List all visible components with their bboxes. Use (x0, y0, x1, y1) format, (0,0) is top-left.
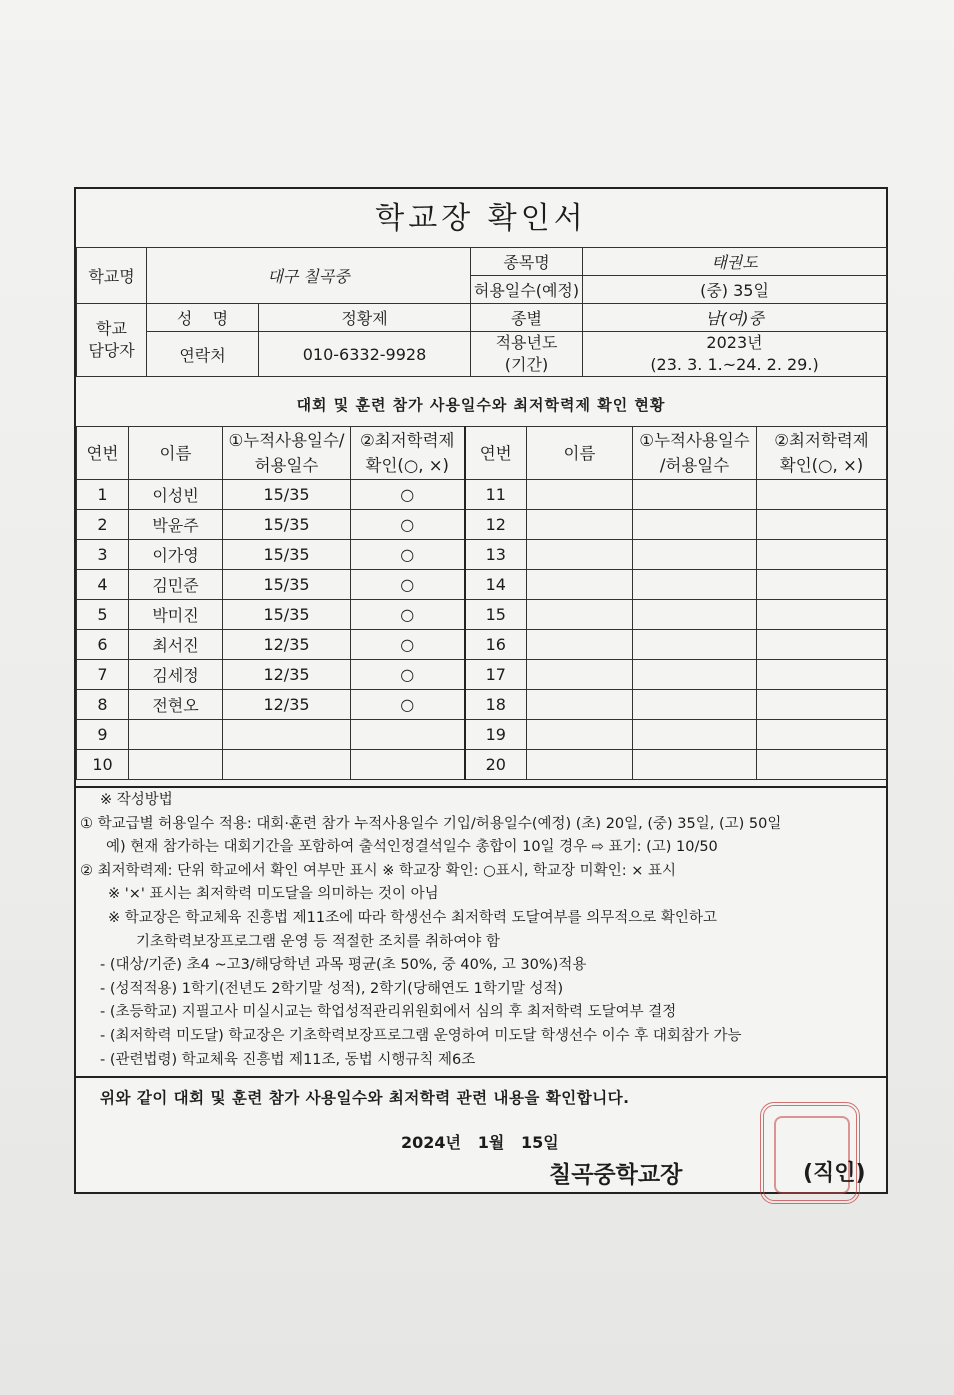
year-value-line2: (23. 3. 1.~24. 2. 29.) (650, 355, 819, 374)
col-check-right (757, 427, 887, 480)
cell-left-days (223, 750, 351, 780)
note-1: ※ '×' 표시는 최저학력 미도달을 의미하는 것이 아님 (108, 886, 439, 903)
cell-right-check (757, 660, 887, 690)
cell-left-days: 15/35 (223, 510, 351, 540)
cell-right-days (633, 510, 757, 540)
col-check-left (351, 427, 465, 480)
cell-left-check: ○ (351, 630, 465, 660)
cell-left-days: 12/35 (223, 690, 351, 720)
cell-left-check: ○ (351, 600, 465, 630)
cell-right-name (527, 750, 633, 780)
cell-left-check: ○ (351, 660, 465, 690)
cell-left-no: 2 (77, 510, 129, 540)
header-table (76, 247, 887, 377)
note-2-line2: 기초학력보장프로그램 운영 등 적절한 조치를 취하여야 함 (136, 933, 500, 950)
section-subtitle: 대회 및 훈련 참가 사용일수와 최저학력제 확인 현황 (76, 384, 886, 427)
confirmation-footer (76, 1076, 886, 1192)
issue-date: 2024년 1월 15일 (401, 1133, 559, 1152)
cell-left-no: 6 (77, 630, 129, 660)
cell-right-no: 12 (465, 510, 527, 540)
col-days-right-line2: /허용일수 (659, 456, 730, 475)
cell-right-no: 14 (465, 570, 527, 600)
school-value: 대구 칠곡중 (147, 248, 471, 304)
criteria-3: - (초등학교) 지필고사 미실시교는 학업성적관리위원회에서 심의 후 최저학력 도달여부 결정 (100, 1004, 677, 1021)
cell-right-name (527, 720, 633, 750)
criteria-1: - (대상/기준) 초4 ~고3/해당학년 과목 평균(초 50%, 중 40%, 고 30%)적용 (100, 957, 587, 974)
cell-right-name (527, 570, 633, 600)
year-label-line1: 적용년도 (495, 333, 558, 352)
table-row (77, 720, 887, 750)
instructions-heading: ※ 작성방법 (100, 792, 173, 808)
cell-left-no: 4 (77, 570, 129, 600)
cell-left-no: 3 (77, 540, 129, 570)
cell-left-check: ○ (351, 480, 465, 510)
year-value (583, 332, 887, 377)
instructions-section (76, 786, 886, 1076)
roster-table (76, 426, 887, 780)
sport-label: 종목명 (471, 248, 583, 276)
instruction-2: ② 최저학력제: 단위 학교에서 확인 여부만 표시 ※ 학교장 확인: ○표시, 학교장 미확인: × 표시 (80, 862, 676, 879)
cell-left-days (223, 720, 351, 750)
cell-left-name: 김민준 (129, 570, 223, 600)
cell-right-days (633, 630, 757, 660)
year-label (471, 332, 583, 377)
criteria-2: - (성적적용) 1학기(전년도 2학기말 성적), 2학기(당해연도 1학기말 성적) (100, 980, 564, 997)
cell-right-days (633, 600, 757, 630)
category-label: 종별 (471, 304, 583, 332)
cell-right-check (757, 480, 887, 510)
col-days-right (633, 427, 757, 480)
criteria-5: - (관련법령) 학교체육 진흥법 제11조, 동법 시행규칙 제6조 (100, 1051, 476, 1068)
roster-header-row (77, 427, 887, 480)
instruction-1-line1: ① 학교급별 허용일수 적용: 대회·훈련 참가 누적사용일수 기입/허용일수(예정) (초) 20일, (중) 35일, (고) 50일 (80, 815, 782, 832)
cell-right-name (527, 630, 633, 660)
cell-left-name: 박미진 (129, 600, 223, 630)
cell-right-name (527, 510, 633, 540)
manager-label-line2: 담당자 (88, 341, 135, 360)
col-check-left-line2: 확인(○, ×) (365, 456, 449, 475)
table-row (77, 510, 887, 540)
table-row (77, 660, 887, 690)
name-label: 성 명 (147, 304, 259, 332)
cell-left-name: 이성빈 (129, 480, 223, 510)
official-seal-stamp (760, 1102, 860, 1204)
cell-left-days: 12/35 (223, 630, 351, 660)
cell-right-name (527, 600, 633, 630)
cell-right-days (633, 540, 757, 570)
cell-left-check: ○ (351, 540, 465, 570)
table-row (77, 630, 887, 660)
sport-value: 태권도 (583, 248, 887, 276)
cell-right-days (633, 660, 757, 690)
cell-right-name (527, 690, 633, 720)
cell-left-name (129, 720, 223, 750)
cell-left-name: 전현오 (129, 690, 223, 720)
instruction-1-line2: 예) 현재 참가하는 대회기간을 포함하여 출석인정결석일수 총합이 10일 경우 ⇨ 표기: (고) 10/50 (106, 839, 718, 856)
table-row (77, 600, 887, 630)
allowed-days-value: (중) 35일 (583, 276, 887, 304)
cell-right-no: 16 (465, 630, 527, 660)
table-row (77, 690, 887, 720)
note-2-line1: ※ 학교장은 학교체육 진흥법 제11조에 따라 학생선수 최저학력 도달여부를 의무적으로 확인하고 (108, 909, 717, 926)
confirmation-statement: 위와 같이 대회 및 훈련 참가 사용일수와 최저학력 관련 내용을 확인합니다. (100, 1089, 630, 1107)
cell-right-name (527, 540, 633, 570)
contact-value: 010-6332-9928 (259, 332, 471, 377)
cell-right-days (633, 690, 757, 720)
cell-left-no: 7 (77, 660, 129, 690)
cell-left-name: 박윤주 (129, 510, 223, 540)
col-name-left: 이름 (129, 427, 223, 480)
col-no-left: 연번 (77, 427, 129, 480)
cell-left-check (351, 720, 465, 750)
table-row (77, 540, 887, 570)
cell-left-name: 이가영 (129, 540, 223, 570)
cell-right-check (757, 750, 887, 780)
cell-right-check (757, 510, 887, 540)
allowed-days-label: 허용일수(예정) (471, 276, 583, 304)
cell-left-check: ○ (351, 570, 465, 600)
year-value-line1: 2023년 (706, 333, 763, 352)
cell-right-no: 20 (465, 750, 527, 780)
roster-body (77, 480, 887, 780)
cell-right-check (757, 600, 887, 630)
cell-right-days (633, 480, 757, 510)
year-label-line2: (기간) (504, 355, 549, 374)
cell-left-days: 15/35 (223, 480, 351, 510)
col-days-left (223, 427, 351, 480)
cell-left-days: 12/35 (223, 660, 351, 690)
cell-right-no: 13 (465, 540, 527, 570)
cell-left-days: 15/35 (223, 540, 351, 570)
cell-left-no: 8 (77, 690, 129, 720)
col-days-right-line1: ①누적사용일수 (639, 431, 750, 450)
cell-right-no: 18 (465, 690, 527, 720)
cell-left-name: 최서진 (129, 630, 223, 660)
cell-right-check (757, 690, 887, 720)
table-row (77, 480, 887, 510)
cell-right-check (757, 630, 887, 660)
cell-right-no: 11 (465, 480, 527, 510)
cell-right-days (633, 570, 757, 600)
table-row (77, 570, 887, 600)
cell-left-no: 9 (77, 720, 129, 750)
school-label: 학교명 (77, 248, 147, 304)
cell-right-check (757, 720, 887, 750)
criteria-4: - (최저학력 미도달) 학교장은 기초학력보장프로그램 운영하여 미도달 학생선수 이수 후 대회참가 가능 (100, 1027, 742, 1044)
cell-right-days (633, 720, 757, 750)
cell-left-check: ○ (351, 510, 465, 540)
cell-right-no: 19 (465, 720, 527, 750)
cell-right-check (757, 570, 887, 600)
seal-label: (직인) (803, 1161, 866, 1186)
cell-left-no: 1 (77, 480, 129, 510)
cell-right-days (633, 750, 757, 780)
col-check-right-line2: 확인(○, ×) (779, 456, 864, 475)
manager-label-line1: 학교 (96, 319, 127, 338)
document-title: 학교장 확인서 (76, 189, 886, 248)
category-value: 남(여)중 (583, 304, 887, 332)
cell-left-no: 10 (77, 750, 129, 780)
cell-left-name: 김세정 (129, 660, 223, 690)
certificate-form (74, 187, 888, 1194)
cell-left-no: 5 (77, 600, 129, 630)
name-value: 정황제 (259, 304, 471, 332)
cell-right-name (527, 660, 633, 690)
cell-left-check: ○ (351, 690, 465, 720)
cell-left-name (129, 750, 223, 780)
col-days-left-line2: 허용일수 (254, 456, 319, 475)
cell-right-check (757, 540, 887, 570)
col-no-right: 연번 (465, 427, 527, 480)
principal-signature: 칠곡중학교장 (549, 1162, 683, 1188)
cell-left-check (351, 750, 465, 780)
cell-right-no: 15 (465, 600, 527, 630)
cell-left-days: 15/35 (223, 600, 351, 630)
manager-label (77, 304, 147, 377)
cell-right-no: 17 (465, 660, 527, 690)
col-name-right: 이름 (527, 427, 633, 480)
cell-left-days: 15/35 (223, 570, 351, 600)
cell-right-name (527, 480, 633, 510)
col-days-left-line1: ①누적사용일수/ (228, 431, 345, 450)
table-row (77, 750, 887, 780)
col-check-right-line1: ②최저학력제 (774, 431, 869, 450)
col-check-left-line1: ②최저학력제 (360, 431, 455, 450)
contact-label: 연락처 (147, 332, 259, 377)
